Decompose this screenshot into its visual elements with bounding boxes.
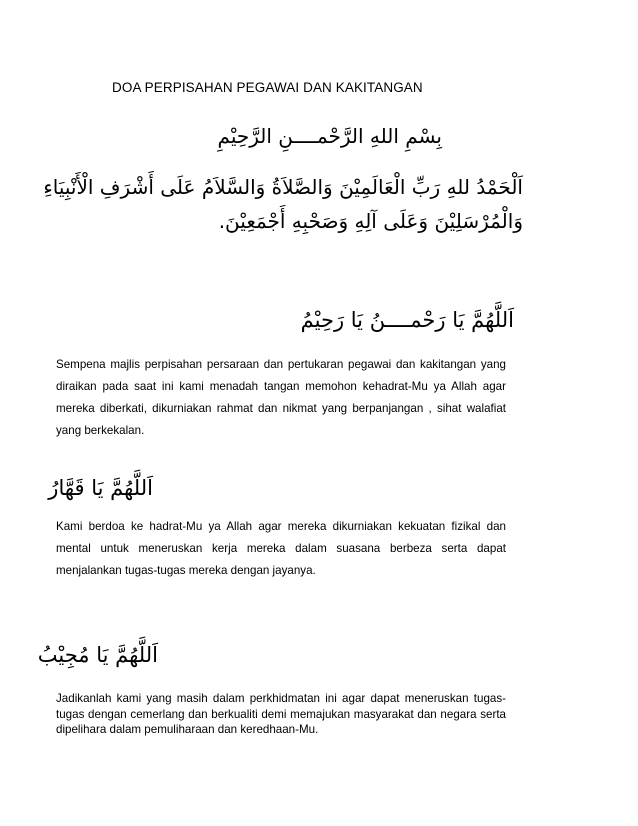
opening-praise-line-1: اَلْحَمْدُ للهِ رَبِّ الْعَالَمِيْنَ وَالصَّلاَةُ وَالسَّلاَمُ عَلَى أَشْرَفِ الْأَنْبِيَاءِ — [43, 175, 523, 199]
opening-praise-line-2: وَالْمُرْسَلِيْنَ وَعَلَى آلِهِ وَصَحْبِهِ أَجْمَعِيْنَ. — [218, 209, 523, 233]
basmala: بِسْمِ اللهِ الرَّحْمــــنِ الرَّحِيْمِ — [217, 124, 442, 148]
opening-praise — [43, 170, 523, 238]
prayer-paragraph-3: Jadikanlah kami yang masih dalam perkhidmatan ini agar dapat meneruskan tugas-tugas dengan cemerlang dan berkualiti demi memajukan masyarakat dan negara serta dipelihara dalam pemuliharaan dan keredhaan-Mu. — [56, 692, 506, 736]
supplication-heading-1: اَللَّهُمَّ يَا رَحْمــــنُ يَا رَحِيْمُ — [300, 308, 514, 332]
supplication-heading-2: اَللَّهُمَّ يَا قَهَّارُ — [48, 476, 153, 500]
prayer-paragraph-2: Kami berdoa ke hadrat-Mu ya Allah agar mereka dikurniakan kekuatan fizikal dan mental untuk meneruskan kerja mereka dalam suasana berbeza serta dapat menjalankan tugas-tugas mereka dengan jayanya. — [56, 520, 506, 577]
prayer-paragraph-1: Sempena majlis perpisahan persaraan dan pertukaran pegawai dan kakitangan yang diraikan pada saat ini kami menadah tangan memohon kehadrat-Mu ya Allah agar mereka diberkati, dikurniakan rahmat dan nikmat yang berpanjangan , sihat walafiat yang berkekalan. — [56, 358, 506, 437]
document-title: DOA PERPISAHAN PEGAWAI DAN KAKITANGAN — [112, 80, 423, 95]
supplication-heading-3: اَللَّهُمَّ يَا مُجِيْبُ — [37, 643, 158, 667]
